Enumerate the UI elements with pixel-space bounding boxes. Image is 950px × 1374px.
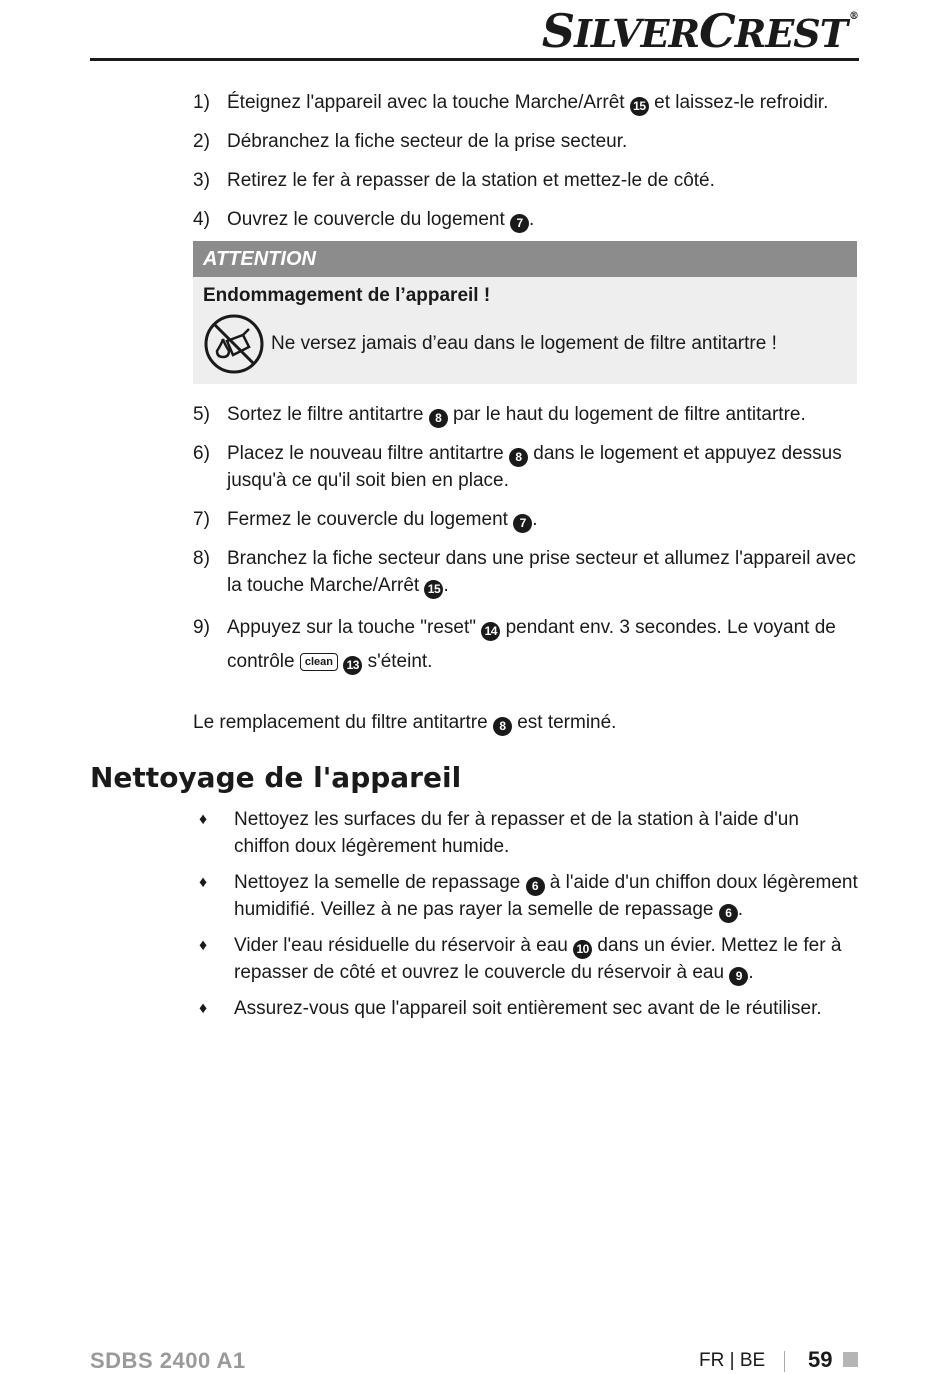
section-heading: Nettoyage de l'appareil (90, 761, 462, 794)
attention-row (193, 307, 857, 375)
clean-indicator-icon: clean (300, 653, 338, 671)
reference-number: 15 (630, 97, 649, 116)
reference-number: 7 (510, 214, 529, 233)
footer-square-icon (843, 1352, 858, 1367)
step-number: 1) (193, 92, 210, 113)
step-text: Placez le nouveau filtre antitartre 8 dans le logement et appuyez dessus jusqu'à ce qu'il soit bien en place. (227, 443, 842, 491)
list-item-text: Nettoyez les surfaces du fer à repasser et de la station à l'aide d'un chiffon doux légèrement humide. (234, 809, 799, 857)
step-item (193, 206, 863, 233)
list-item-text: Vider l'eau résiduelle du réservoir à eau 10 dans un évier. Mettez le fer à repasser de côté et ouvrez le couvercle du réservoir à eau 9 . (234, 932, 859, 986)
no-water-icon (203, 313, 265, 375)
step-text: Ouvrez le couvercle du logement 7 . (227, 206, 863, 233)
step-text: Fermez le couvercle du logement 7 . (227, 506, 863, 533)
reference-number: 6 (526, 877, 545, 896)
step-item (193, 89, 863, 116)
list-item (199, 869, 859, 923)
step-item (193, 545, 863, 599)
step-number: 7) (193, 509, 210, 530)
step-number: 9) (193, 617, 210, 638)
step-number: 5) (193, 404, 210, 425)
steps-list-first (193, 89, 863, 245)
diamond-bullet-icon: ♦ (199, 811, 208, 828)
footer-model: SDBS 2400 A1 (90, 1348, 246, 1373)
attention-title: ATTENTION (193, 241, 857, 277)
reference-number: 13 (343, 656, 362, 675)
attention-subtitle: Endommagement de l’appareil ! (203, 285, 491, 306)
list-item (199, 932, 859, 986)
list-item-text: Nettoyez la semelle de repassage 6 à l'aide d'un chiffon doux légèrement humidifié. Veillez à ne pas rayer la semelle de repassage 6 . (234, 869, 859, 923)
step-text: Branchez la fiche secteur dans une prise secteur et allumez l'appareil avec la touche Marche/Arrêt 15 . (227, 545, 863, 599)
list-item-text: Assurez-vous que l'appareil soit entièrement sec avant de le réutiliser. (234, 998, 822, 1019)
step-number: 3) (193, 170, 210, 191)
attention-message: Ne versez jamais d’eau dans le logement de filtre antitartre ! (271, 333, 777, 354)
header-rule (90, 58, 859, 61)
diamond-bullet-icon: ♦ (199, 937, 208, 954)
reference-number: 8 (493, 717, 512, 736)
reference-number: 6 (719, 904, 738, 923)
step-number: 8) (193, 548, 210, 569)
list-item (199, 806, 859, 860)
step-item (193, 611, 863, 679)
reference-number: 8 (429, 409, 448, 428)
steps-list-second (193, 401, 863, 691)
step-number: 4) (193, 209, 210, 230)
diamond-bullet-icon: ♦ (199, 874, 208, 891)
step-text: Retirez le fer à repasser de la station et mettez-le de côté. (227, 170, 715, 191)
reference-number: 9 (729, 967, 748, 986)
cleaning-list (199, 806, 859, 1031)
footer-language: FR | BE (699, 1350, 766, 1371)
reference-number: 7 (513, 514, 532, 533)
reference-number: 10 (573, 940, 592, 959)
attention-box (193, 241, 857, 384)
step-item (193, 440, 863, 494)
step-item (193, 128, 863, 155)
reference-number: 14 (481, 622, 500, 641)
diamond-bullet-icon: ♦ (199, 1000, 208, 1017)
step-number: 2) (193, 131, 210, 152)
step-item (193, 401, 863, 428)
step-text: Débranchez la fiche secteur de la prise secteur. (227, 131, 628, 152)
reference-number: 15 (424, 580, 443, 599)
step-text: Appuyez sur la touche "reset" 14 pendant env. 3 secondes. Le voyant de contrôle clean 13 s'éteint. (227, 611, 863, 679)
footer-divider (784, 1351, 785, 1372)
step-item (193, 506, 863, 533)
step-number: 6) (193, 443, 210, 464)
step-text: Éteignez l'appareil avec la touche Marche/Arrêt 15 et laissez-le refroidir. (227, 89, 863, 116)
brand-logo: SILVERCREST ® (541, 4, 858, 58)
step-item (193, 167, 863, 194)
list-item (199, 995, 859, 1022)
completion-note: Le remplacement du filtre antitartre 8 est terminé. (193, 712, 616, 736)
page-number: 59 (808, 1347, 833, 1372)
reference-number: 8 (509, 448, 528, 467)
step-text: Sortez le filtre antitartre 8 par le haut du logement de filtre antitartre. (227, 401, 863, 428)
